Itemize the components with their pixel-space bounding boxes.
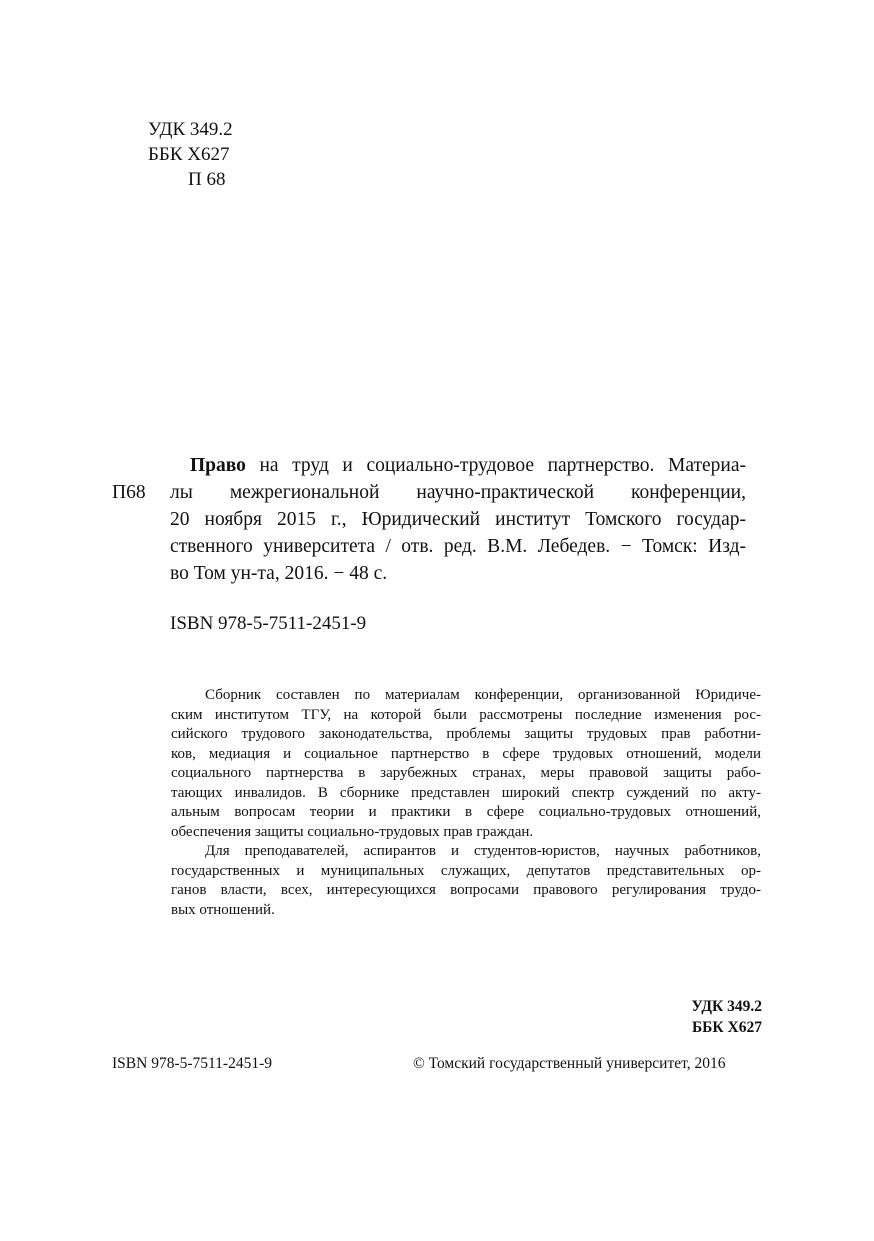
annotation-line: альным вопросам теории и практики в сфере социально-трудовых отношений, <box>171 804 761 820</box>
annotation-line: социального партнерства в зарубежных странах, меры правовой защиты рабо- <box>171 765 761 781</box>
annotation-line: тающих инвалидов. В сборнике представлен широкий спектр суждений по акту- <box>171 784 761 801</box>
annotation-line: сийского трудового законодательства, проблемы защиты трудовых прав работни- <box>171 726 761 742</box>
annotation <box>171 686 761 920</box>
bib-line-4: ственного университета / отв. ред. В.М. Лебедев. − Томск: Изд- <box>170 536 746 557</box>
annotation-line: Для преподавателей, аспирантов и студентов-юристов, научных работников, <box>205 843 761 859</box>
copyright: © Томский государственный университет, 2016 <box>413 1055 726 1072</box>
entry-title: Право <box>190 455 246 476</box>
footer-isbn: ISBN 978-5-7511-2451-9 <box>112 1055 273 1072</box>
annotation-line: ским институтом ТГУ, на которой были рассмотрены последние изменения рос- <box>171 706 761 723</box>
author-mark-entry: П68 <box>112 482 146 503</box>
bottom-bbk-code: ББК Х627 <box>691 1019 762 1036</box>
bib-line-5: во Том ун-та, 2016. − 48 с. <box>170 563 388 584</box>
annotation-line: ков, медиация и социальное партнерство в сфере трудовых отношений, модели <box>171 745 761 762</box>
annotation-line: государственных и муниципальных служащих, депутатов представительных ор- <box>171 862 761 879</box>
annotation-line: обеспечения защиты социально-трудовых прав граждан. <box>171 823 534 840</box>
annotation-line: ганов власти, всех, интересующихся вопросами правового регулирования трудо- <box>171 882 761 898</box>
author-mark-top: П 68 <box>188 169 226 190</box>
udk-code: УДК 349.2 <box>148 119 233 140</box>
entry-isbn: ISBN 978-5-7511-2451-9 <box>170 613 367 634</box>
bib-line-1 <box>170 452 746 479</box>
bib-line-2: лы межрегиональной научно-практической конференции, <box>170 482 746 503</box>
bbk-code: ББК Х627 <box>148 144 230 165</box>
annotation-line: Сборник составлен по материалам конференции, организованной Юридиче- <box>205 687 761 703</box>
bottom-codes <box>692 996 762 1038</box>
annotation-line: вых отношений. <box>171 901 275 918</box>
bibliographic-entry <box>170 452 746 587</box>
bottom-udk-code: УДК 349.2 <box>691 998 762 1015</box>
bib-line-1-text: на труд и социально-трудовое партнерство. Материа- <box>245 455 746 476</box>
bib-line-3: 20 ноября 2015 г., Юридический институт Томского государ- <box>170 509 746 530</box>
